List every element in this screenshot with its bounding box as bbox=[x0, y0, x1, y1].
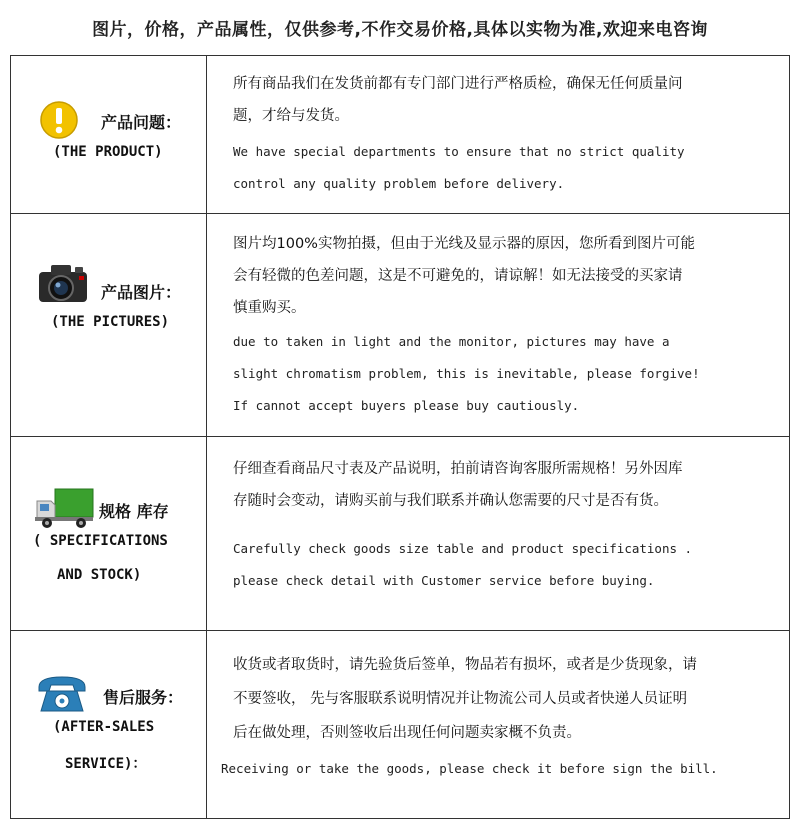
truck-icon bbox=[33, 485, 95, 535]
row-specifications-content bbox=[207, 437, 789, 630]
row-after-sales bbox=[11, 630, 789, 818]
row-after-sales-label-cell bbox=[11, 631, 207, 818]
camera-icon bbox=[37, 262, 89, 308]
row-after-sales-zh-line: 不要签收， 先与客服联系说明情况并让物流公司人员或者快递人员证明 bbox=[233, 691, 688, 707]
row-product-zh-line: 题，才给与发货。 bbox=[233, 108, 349, 124]
row-pictures-content bbox=[207, 214, 789, 436]
page-header: 图片，价格，产品属性，仅供参考,不作交易价格,具体以实物为准,欢迎来电咨询 bbox=[92, 19, 708, 40]
row-pictures-en-line: If cannot accept buyers please buy cautiously. bbox=[233, 398, 580, 413]
row-specifications-zh-line: 仔细查看商品尺寸表及产品说明，拍前请咨询客服所需规格！另外因库 bbox=[233, 461, 683, 477]
row-specifications bbox=[11, 436, 789, 630]
row-product-title: 产品问题： bbox=[101, 113, 182, 132]
row-product-subtitle: (THE PRODUCT) bbox=[53, 144, 163, 160]
row-pictures-en-line: due to taken in light and the monitor, pictures may have a bbox=[233, 334, 670, 349]
telephone-icon bbox=[35, 673, 89, 719]
row-after-sales-title: 售后服务： bbox=[103, 688, 184, 707]
row-product-zh-line: 所有商品我们在发货前都有专门部门进行严格质检，确保无任何质量问 bbox=[233, 76, 683, 92]
row-after-sales-content bbox=[207, 631, 789, 818]
row-pictures-en-line: slight chromatism problem, this is inevitable, please forgive! bbox=[233, 366, 700, 381]
row-pictures-title: 产品图片： bbox=[101, 283, 182, 302]
exclamation-icon bbox=[39, 100, 79, 144]
info-table bbox=[10, 55, 790, 819]
row-pictures bbox=[11, 213, 789, 436]
row-after-sales-en-line: Receiving or take the goods, please check it before sign the bill. bbox=[221, 761, 718, 776]
row-after-sales-zh-line: 后在做处理，否则签收后出现任何问题卖家概不负责。 bbox=[233, 725, 581, 741]
row-after-sales-subtitle: SERVICE)： bbox=[65, 756, 147, 772]
row-product-content bbox=[207, 56, 789, 213]
row-product-en-line: control any quality problem before delivery. bbox=[233, 176, 565, 191]
row-pictures-subtitle: (THE PICTURES) bbox=[51, 314, 170, 330]
row-specifications-en-line: please check detail with Customer service before buying. bbox=[233, 573, 655, 588]
row-product-en-line: We have special departments to ensure that no strict quality bbox=[233, 144, 685, 159]
row-specifications-subtitle: ( SPECIFICATIONS bbox=[33, 533, 168, 549]
row-after-sales-zh-line: 收货或者取货时，请先验货后签单，物品若有损坏，或者是少货现象，请 bbox=[233, 657, 697, 673]
row-product bbox=[11, 56, 789, 213]
row-pictures-label-cell bbox=[11, 214, 207, 436]
row-specifications-subtitle: AND STOCK) bbox=[57, 567, 142, 583]
row-pictures-zh-line: 慎重购买。 bbox=[233, 300, 306, 316]
row-product-label-cell bbox=[11, 56, 207, 213]
row-specifications-title: 规格 库存 bbox=[99, 502, 169, 521]
row-specifications-label-cell bbox=[11, 437, 207, 630]
row-pictures-zh-line: 图片均100%实物拍摄，但由于光线及显示器的原因，您所看到图片可能 bbox=[233, 236, 695, 252]
row-specifications-en-line: Carefully check goods size table and product specifications . bbox=[233, 541, 693, 556]
row-pictures-zh-line: 会有轻微的色差问题，这是不可避免的，请谅解！如无法接受的买家请 bbox=[233, 268, 683, 284]
row-after-sales-subtitle: (AFTER-SALES bbox=[53, 719, 155, 735]
row-specifications-zh-line: 存随时会变动，请购买前与我们联系并确认您需要的尺寸是否有货。 bbox=[233, 493, 668, 509]
